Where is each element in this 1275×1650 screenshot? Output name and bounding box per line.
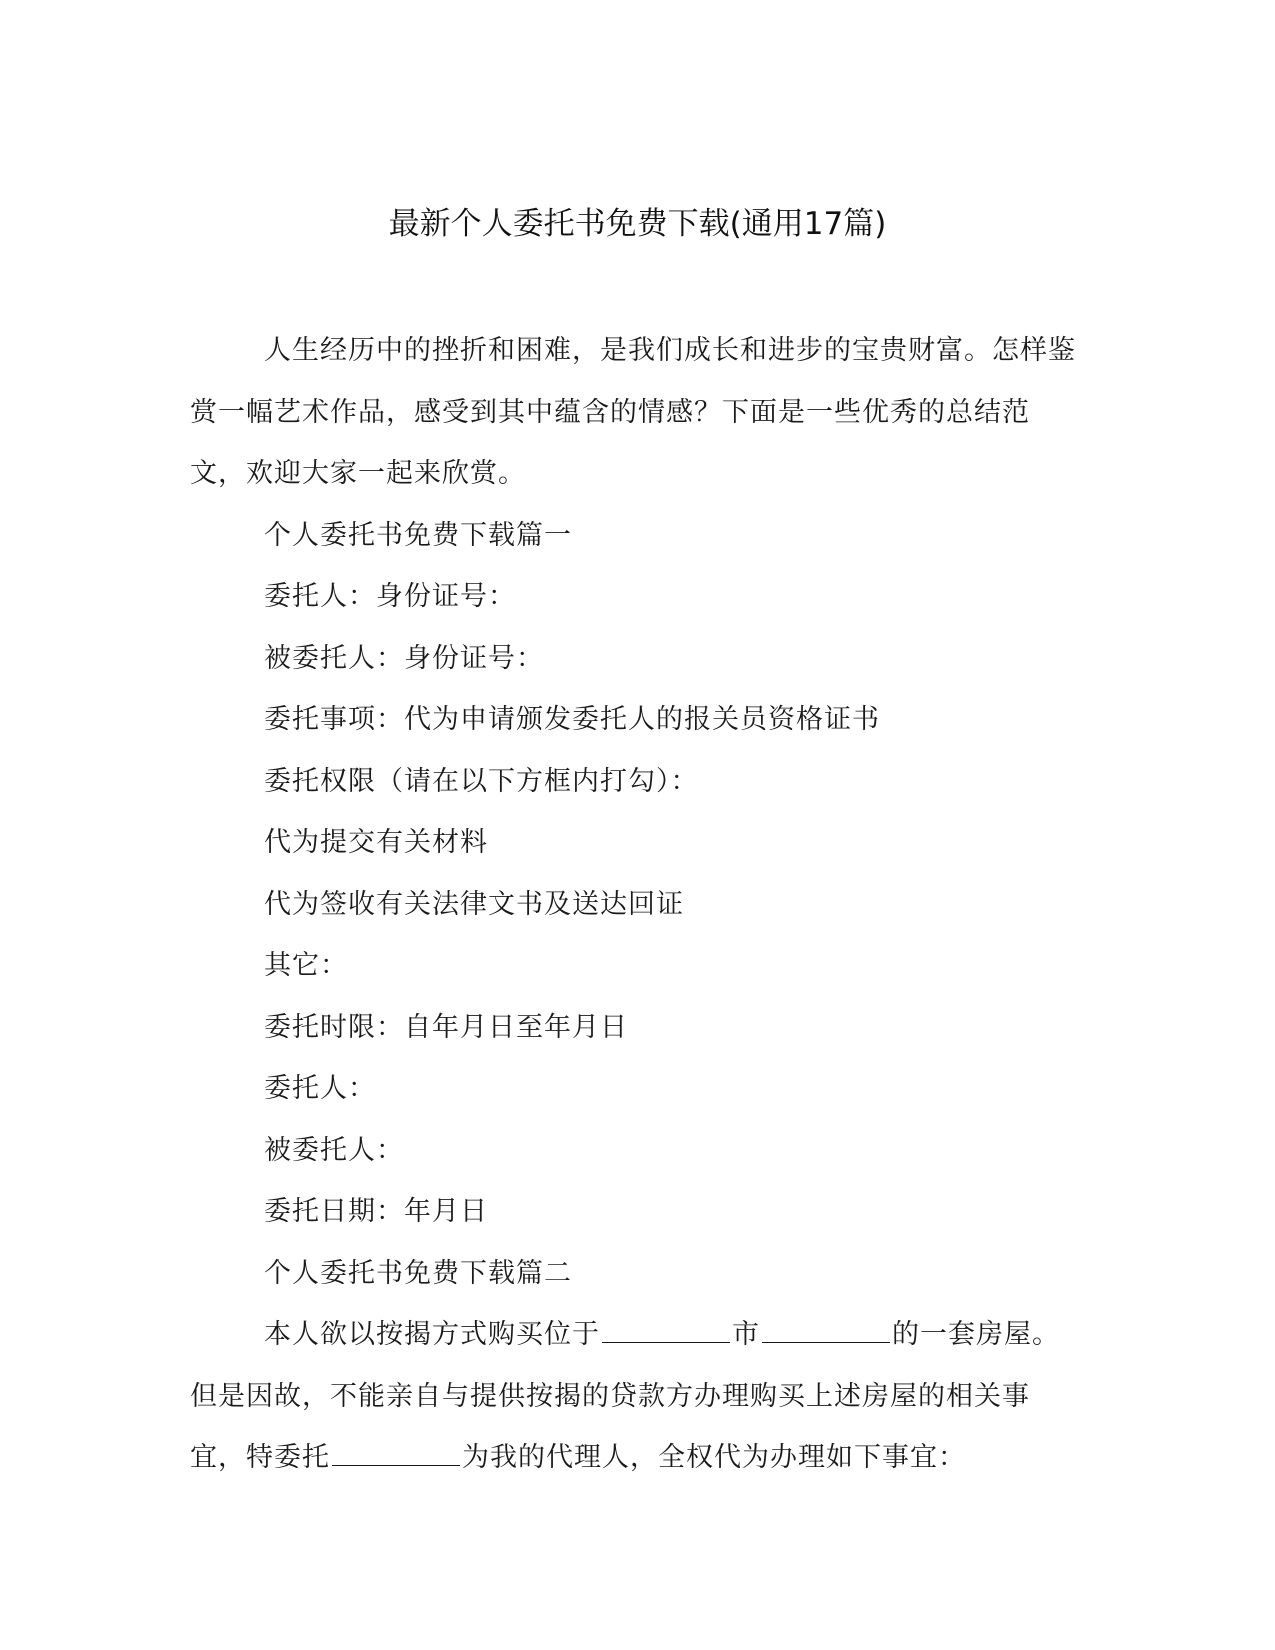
section2-text-3: 的一套房屋。但是因故，不能亲自与提供按揭的贷款方办理购买上述房屋的相关事宜，特委托 xyxy=(190,1319,1060,1473)
section2-text-2: 市 xyxy=(732,1319,760,1350)
section-heading-2: 个人委托书免费下载篇二 xyxy=(264,1257,572,1289)
section2-text-4: 为我的代理人，全权代为办理如下事宜： xyxy=(462,1442,966,1473)
intro-paragraph: 人生经历中的挫折和困难，是我们成长和进步的宝贵财富。怎样鉴赏一幅艺术作品，感受到其中蕴含的情感？下面是一些优秀的总结范文，欢迎大家一起来欣赏。 xyxy=(190,335,1076,489)
signature-principal: 委托人： xyxy=(264,1073,376,1104)
section2-text-1: 本人欲以按揭方式购买位于 xyxy=(264,1319,600,1350)
section-heading-1: 个人委托书免费下载篇一 xyxy=(264,519,572,551)
principal-line: 委托人：身份证号： xyxy=(264,581,516,612)
section2-paragraph xyxy=(190,1304,1080,1489)
matter-line: 委托事项：代为申请颁发委托人的报关员资格证书 xyxy=(264,704,880,735)
fill-in-blank-agent-name xyxy=(332,1438,460,1466)
period-line: 委托时限：自年月日至年月日 xyxy=(264,1011,628,1043)
signature-agent: 被委托人： xyxy=(264,1134,404,1166)
authority-option-1: 代为提交有关材料 xyxy=(264,827,488,858)
fill-in-blank-address xyxy=(762,1315,890,1343)
authority-option-2: 代为签收有关法律文书及送达回证 xyxy=(264,888,684,920)
other-line: 其它： xyxy=(264,950,348,981)
fill-in-blank-location xyxy=(602,1315,730,1343)
agent-line: 被委托人：身份证号： xyxy=(264,642,544,674)
document-title: 最新个人委托书免费下载(通用17篇) xyxy=(388,206,887,242)
document-body xyxy=(190,320,1080,1489)
authority-line: 委托权限（请在以下方框内打勾）： xyxy=(264,765,699,797)
date-line: 委托日期：年月日 xyxy=(264,1196,488,1227)
